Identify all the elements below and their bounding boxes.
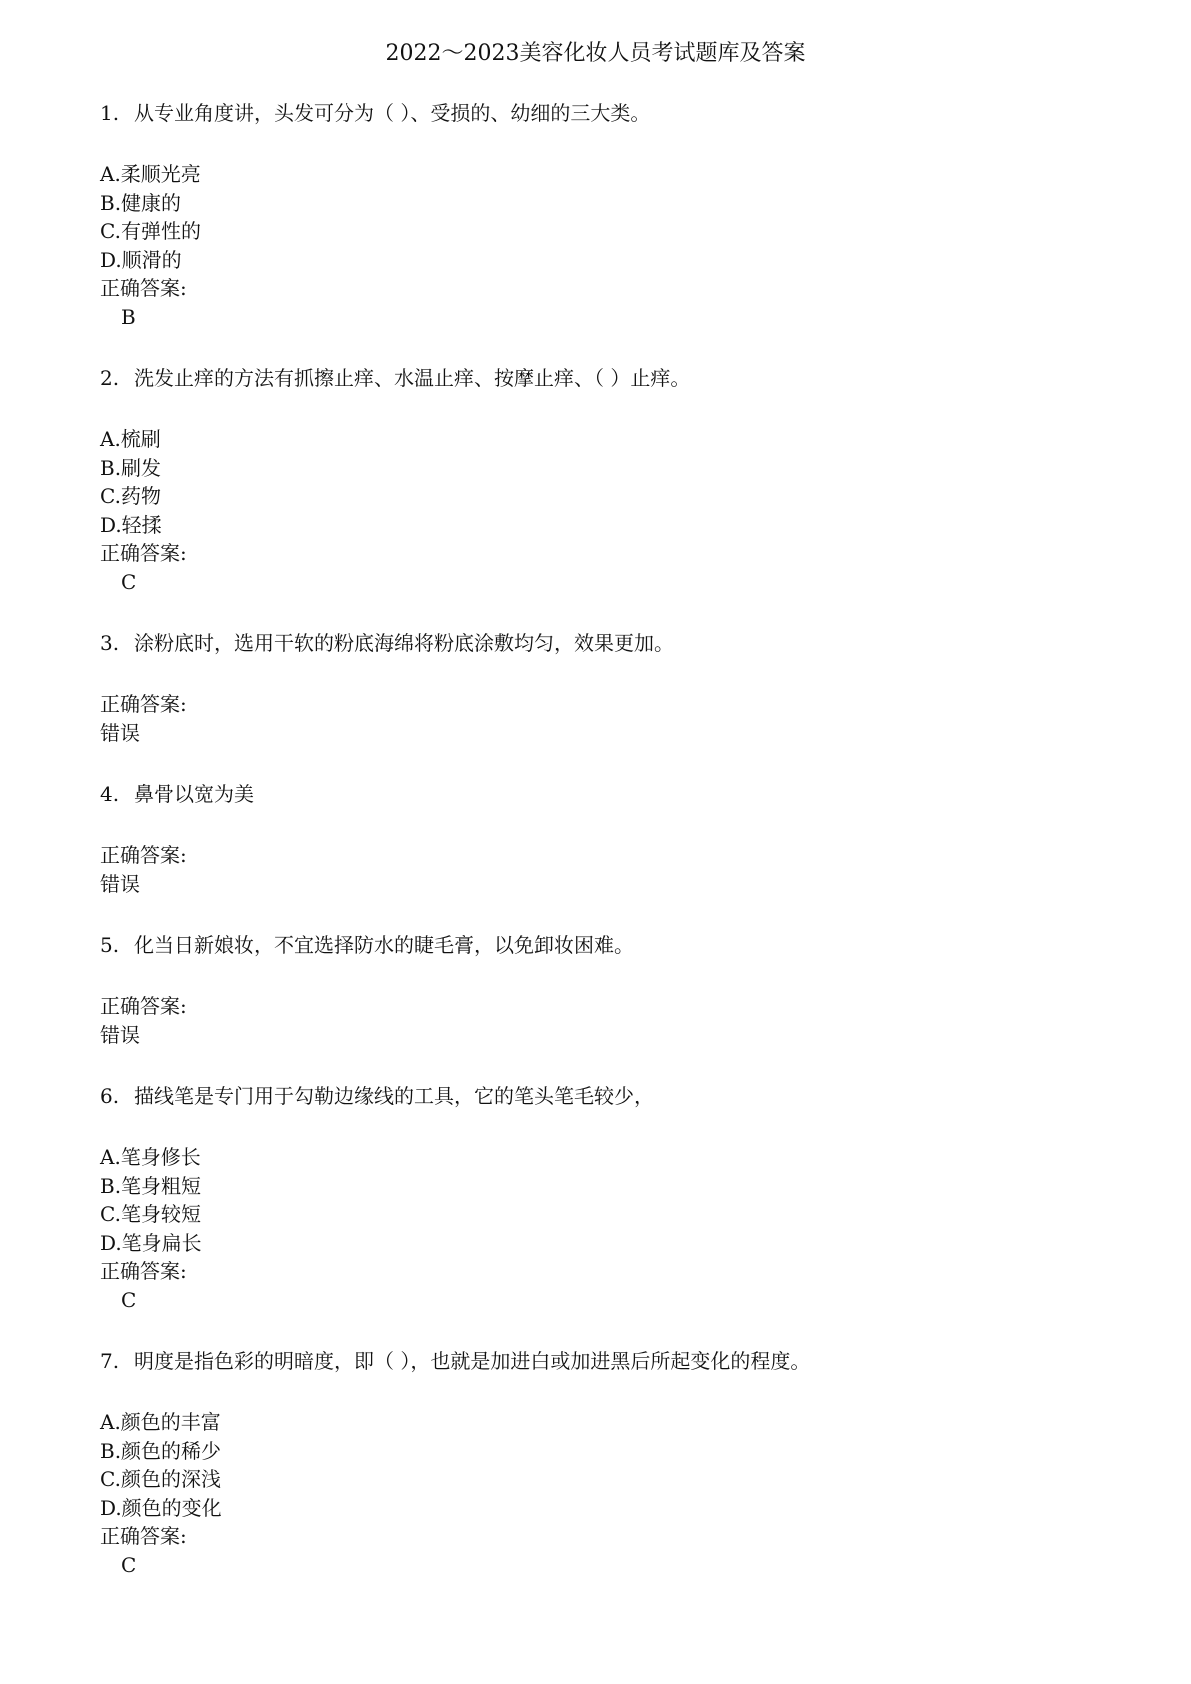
question-text: 涂粉底时，选用干软的粉底海绵将粉底涂敷均匀，效果更加。: [134, 631, 674, 655]
question-text: 洗发止痒的方法有抓擦止痒、水温止痒、按摩止痒、（ ）止痒。: [134, 366, 691, 390]
question-block: [100, 1083, 1131, 1314]
option-item: C.笔身较短: [100, 1202, 201, 1226]
question-text: 化当日新娘妆，不宜选择防水的睫毛膏，以免卸妆困难。: [134, 933, 634, 957]
question-text: 鼻骨以宽为美: [134, 782, 254, 806]
question-stem: [100, 932, 1131, 958]
answer-value: 错误: [100, 1022, 140, 1047]
question-stem: [100, 365, 1131, 391]
question-body: [100, 690, 1131, 747]
question-body: [100, 841, 1131, 898]
question-body: [100, 1143, 1131, 1314]
question-text: 明度是指色彩的明暗度，即（ ），也就是加进白或加进黑后所起变化的程度。: [134, 1349, 811, 1373]
option-item: D.颜色的变化: [100, 1495, 222, 1520]
option-item: D.轻揉: [100, 512, 162, 537]
question-body: [100, 992, 1131, 1049]
answer-value: 错误: [100, 720, 140, 745]
document-title: 2022～2023美容化妆人员考试题库及答案: [385, 41, 806, 66]
question-number: 6.: [100, 1084, 120, 1108]
question-block: [100, 100, 1131, 331]
question-block: [100, 365, 1131, 596]
question-number: 1.: [100, 101, 120, 125]
option-item: A.柔顺光亮: [100, 162, 201, 186]
answer-value: C: [121, 569, 137, 594]
option-item: C.药物: [100, 484, 161, 508]
question-block: [100, 630, 1131, 747]
question-block: [100, 781, 1131, 898]
option-item: D.顺滑的: [100, 247, 182, 272]
option-item: A.颜色的丰富: [100, 1410, 221, 1434]
option-item: B.健康的: [100, 190, 182, 215]
question-stem: [100, 1348, 1131, 1374]
option-item: B.笔身粗短: [100, 1173, 202, 1198]
question-number: 5.: [100, 933, 120, 957]
option-item: C.颜色的深浅: [100, 1467, 221, 1491]
question-block: [100, 932, 1131, 1049]
question-number: 7.: [100, 1349, 120, 1373]
question-body: [100, 160, 1131, 331]
answer-label: 正确答案:: [100, 276, 187, 300]
question-text: 从专业角度讲，头发可分为（ ）、受损的、幼细的三大类。: [134, 101, 651, 125]
answer-label: 正确答案:: [100, 843, 187, 867]
question-stem: [100, 630, 1131, 656]
question-text: 描线笔是专门用于勾勒边缘线的工具，它的笔头笔毛较少，: [134, 1084, 654, 1108]
answer-label: 正确答案:: [100, 541, 187, 565]
question-block: [100, 1348, 1131, 1579]
answer-value: 错误: [100, 871, 140, 896]
option-item: C.有弹性的: [100, 219, 201, 243]
question-list: [100, 100, 1131, 1579]
answer-value: B: [121, 304, 136, 329]
question-body: [100, 425, 1131, 596]
option-item: B.颜色的稀少: [100, 1438, 222, 1463]
option-item: B.刷发: [100, 455, 162, 480]
question-number: 3.: [100, 631, 120, 655]
answer-label: 正确答案:: [100, 692, 187, 716]
question-number: 4.: [100, 782, 120, 806]
question-stem: [100, 781, 1131, 807]
answer-value: C: [121, 1287, 137, 1312]
option-item: D.笔身扁长: [100, 1230, 202, 1255]
answer-label: 正确答案:: [100, 1259, 187, 1283]
answer-label: 正确答案:: [100, 994, 187, 1018]
question-stem: [100, 100, 1131, 126]
answer-value: C: [121, 1552, 137, 1577]
option-item: A.梳刷: [100, 427, 161, 451]
option-item: A.笔身修长: [100, 1145, 201, 1169]
question-body: [100, 1408, 1131, 1579]
question-stem: [100, 1083, 1131, 1109]
answer-label: 正确答案:: [100, 1524, 187, 1548]
question-number: 2.: [100, 366, 120, 390]
